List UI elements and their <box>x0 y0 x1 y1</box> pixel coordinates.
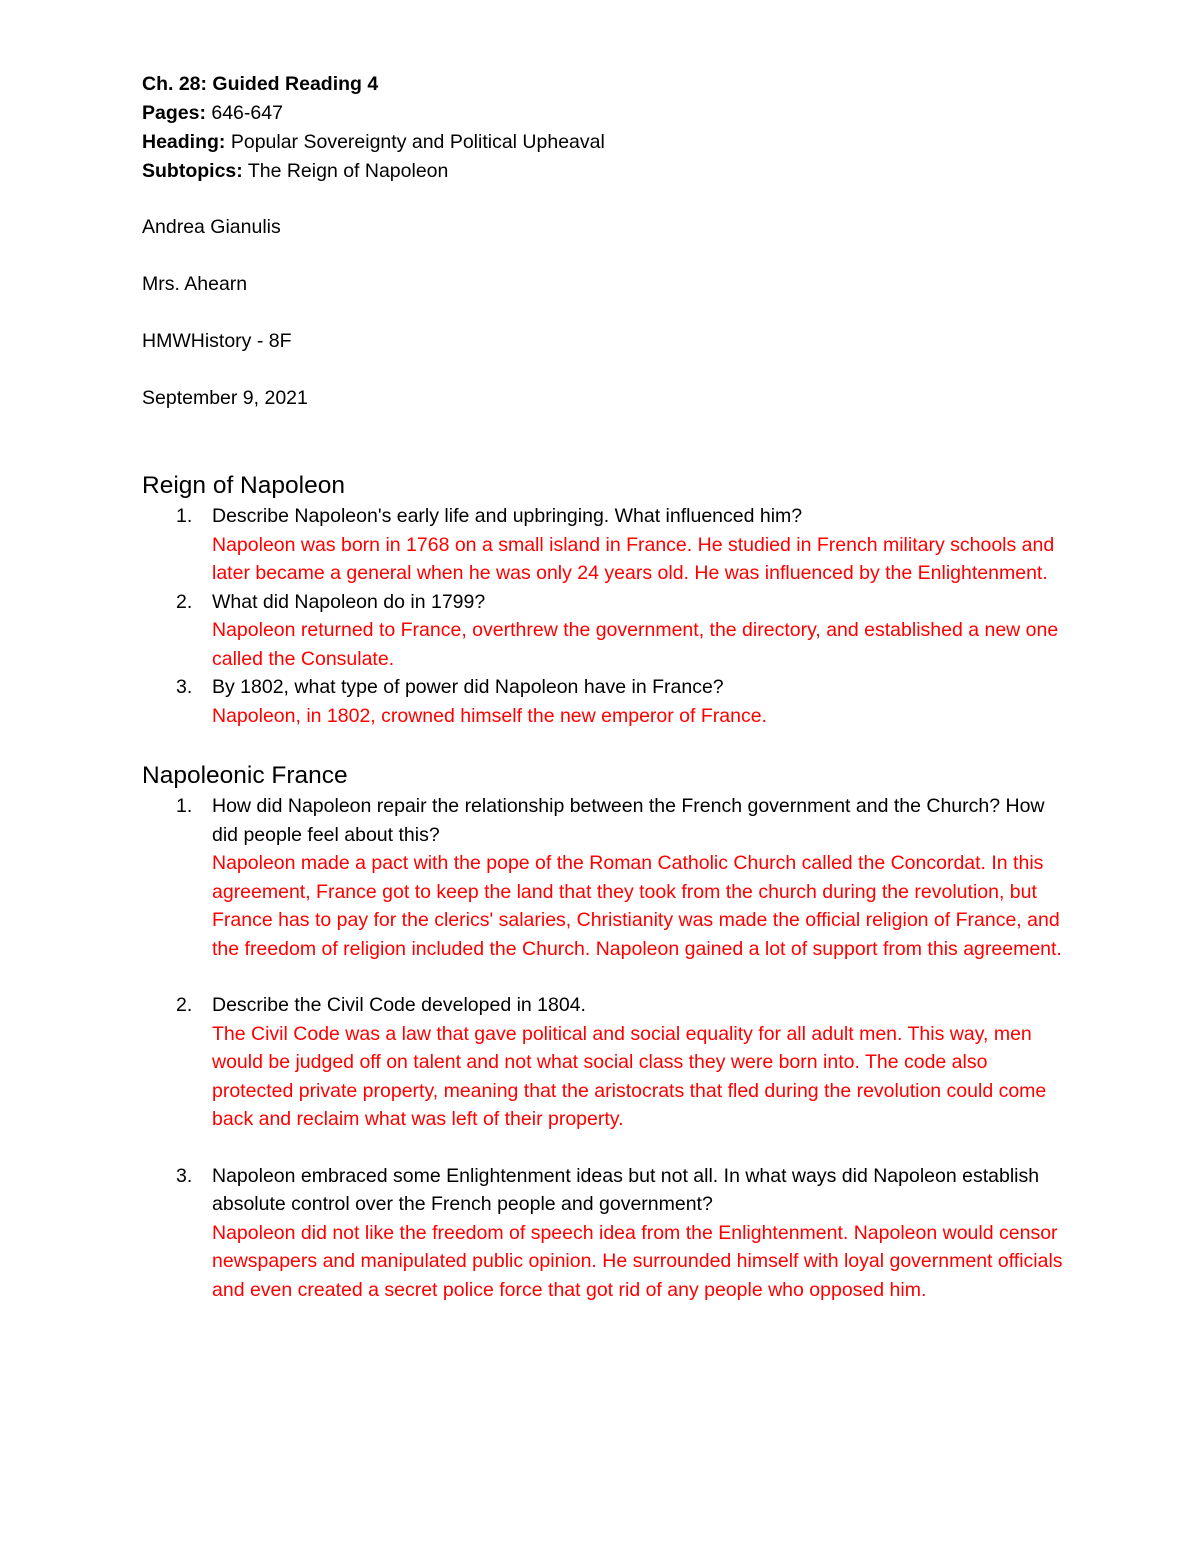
subtopics-value: The Reign of Napoleon <box>242 160 449 182</box>
section-napoleonic-france <box>142 760 1072 1304</box>
question-item <box>142 792 1072 963</box>
question-text: Describe the Civil Code developed in 1804. <box>212 994 586 1016</box>
date: September 9, 2021 <box>142 387 308 409</box>
teacher-name: Mrs. Ahearn <box>142 273 248 295</box>
answer-text: Napoleon did not like the freedom of speech idea from the Enlightenment. Napoleon would censor newspapers and manipulated public opinion. He surrounded himself with loyal government officials and even created a secret police force that got rid of any people who opposed him. <box>212 1221 1063 1301</box>
section-reign-of-napoleon <box>142 470 1072 730</box>
question-text: How did Napoleon repair the relationship between the French government and the Church? How did people feel about this? <box>212 795 1045 846</box>
pages-line <box>142 99 1072 128</box>
question-item <box>142 991 1072 1134</box>
question-text: Describe Napoleon's early life and upbringing. What influenced him? <box>212 505 803 527</box>
question-number: 1. <box>176 505 193 527</box>
answer-text: The Civil Code was a law that gave political and social equality for all adult men. This way, men would be judged off on talent and not what social class they were born into. The code also protected private property, meaning that the aristocrats that fled during the revolution could come back and reclaim what was left of their property. <box>212 1022 1047 1130</box>
question-list <box>142 792 1072 1304</box>
question-item <box>142 1162 1072 1305</box>
question-text: By 1802, what type of power did Napoleon have in France? <box>212 676 724 698</box>
student-name: Andrea Gianulis <box>142 216 281 238</box>
chapter-title <box>142 70 1072 99</box>
answer-text: Napoleon, in 1802, crowned himself the new emperor of France. <box>212 704 767 727</box>
question-text: What did Napoleon do in 1799? <box>212 590 486 613</box>
question-number: 2. <box>176 994 193 1016</box>
question-number: 1. <box>176 795 193 817</box>
chapter-title-text: Ch. 28: Guided Reading 4 <box>142 73 379 95</box>
heading-line <box>142 128 1072 157</box>
section-title: Napoleonic France <box>142 762 348 789</box>
subtopics-line <box>142 157 1072 186</box>
question-number: 2. <box>176 590 193 613</box>
question-number: 3. <box>176 676 193 698</box>
section-title: Reign of Napoleon <box>142 472 345 499</box>
answer-text: Napoleon returned to France, overthrew the government, the directory, and established a new one called the Consulate. <box>212 619 1059 670</box>
course-name: HMWHistory - 8F <box>142 330 292 352</box>
subtopics-label: Subtopics: <box>142 160 243 182</box>
heading-value: Popular Sovereignty and Political Upheaval <box>225 131 605 153</box>
heading-label: Heading: <box>142 131 226 153</box>
document-page <box>142 70 1072 1304</box>
question-item <box>142 588 1072 674</box>
pages-value: 646-647 <box>205 102 283 124</box>
answer-text: Napoleon was born in 1768 on a small island in France. He studied in French military schools and later became a general when he was only 24 years old. He was influenced by the Enlightenment. <box>212 533 1055 584</box>
question-item <box>142 673 1072 730</box>
document-header <box>142 70 1072 186</box>
question-number: 3. <box>176 1164 193 1187</box>
question-item <box>142 502 1072 588</box>
question-list <box>142 502 1072 730</box>
pages-label: Pages: <box>142 102 206 124</box>
question-text: Napoleon embraced some Enlightenment ideas but not all. In what ways did Napoleon establish absolute control over the French people and government? <box>212 1164 1040 1215</box>
answer-text: Napoleon made a pact with the pope of the Roman Catholic Church called the Concordat. In this agreement, France got to keep the land that they took from the church during the revolution, but France has to pay for the clerics' salaries, Christianity was made the official religion of France, and the freedom of religion included the Church. Napoleon gained a lot of support from this agreement. <box>212 852 1062 960</box>
